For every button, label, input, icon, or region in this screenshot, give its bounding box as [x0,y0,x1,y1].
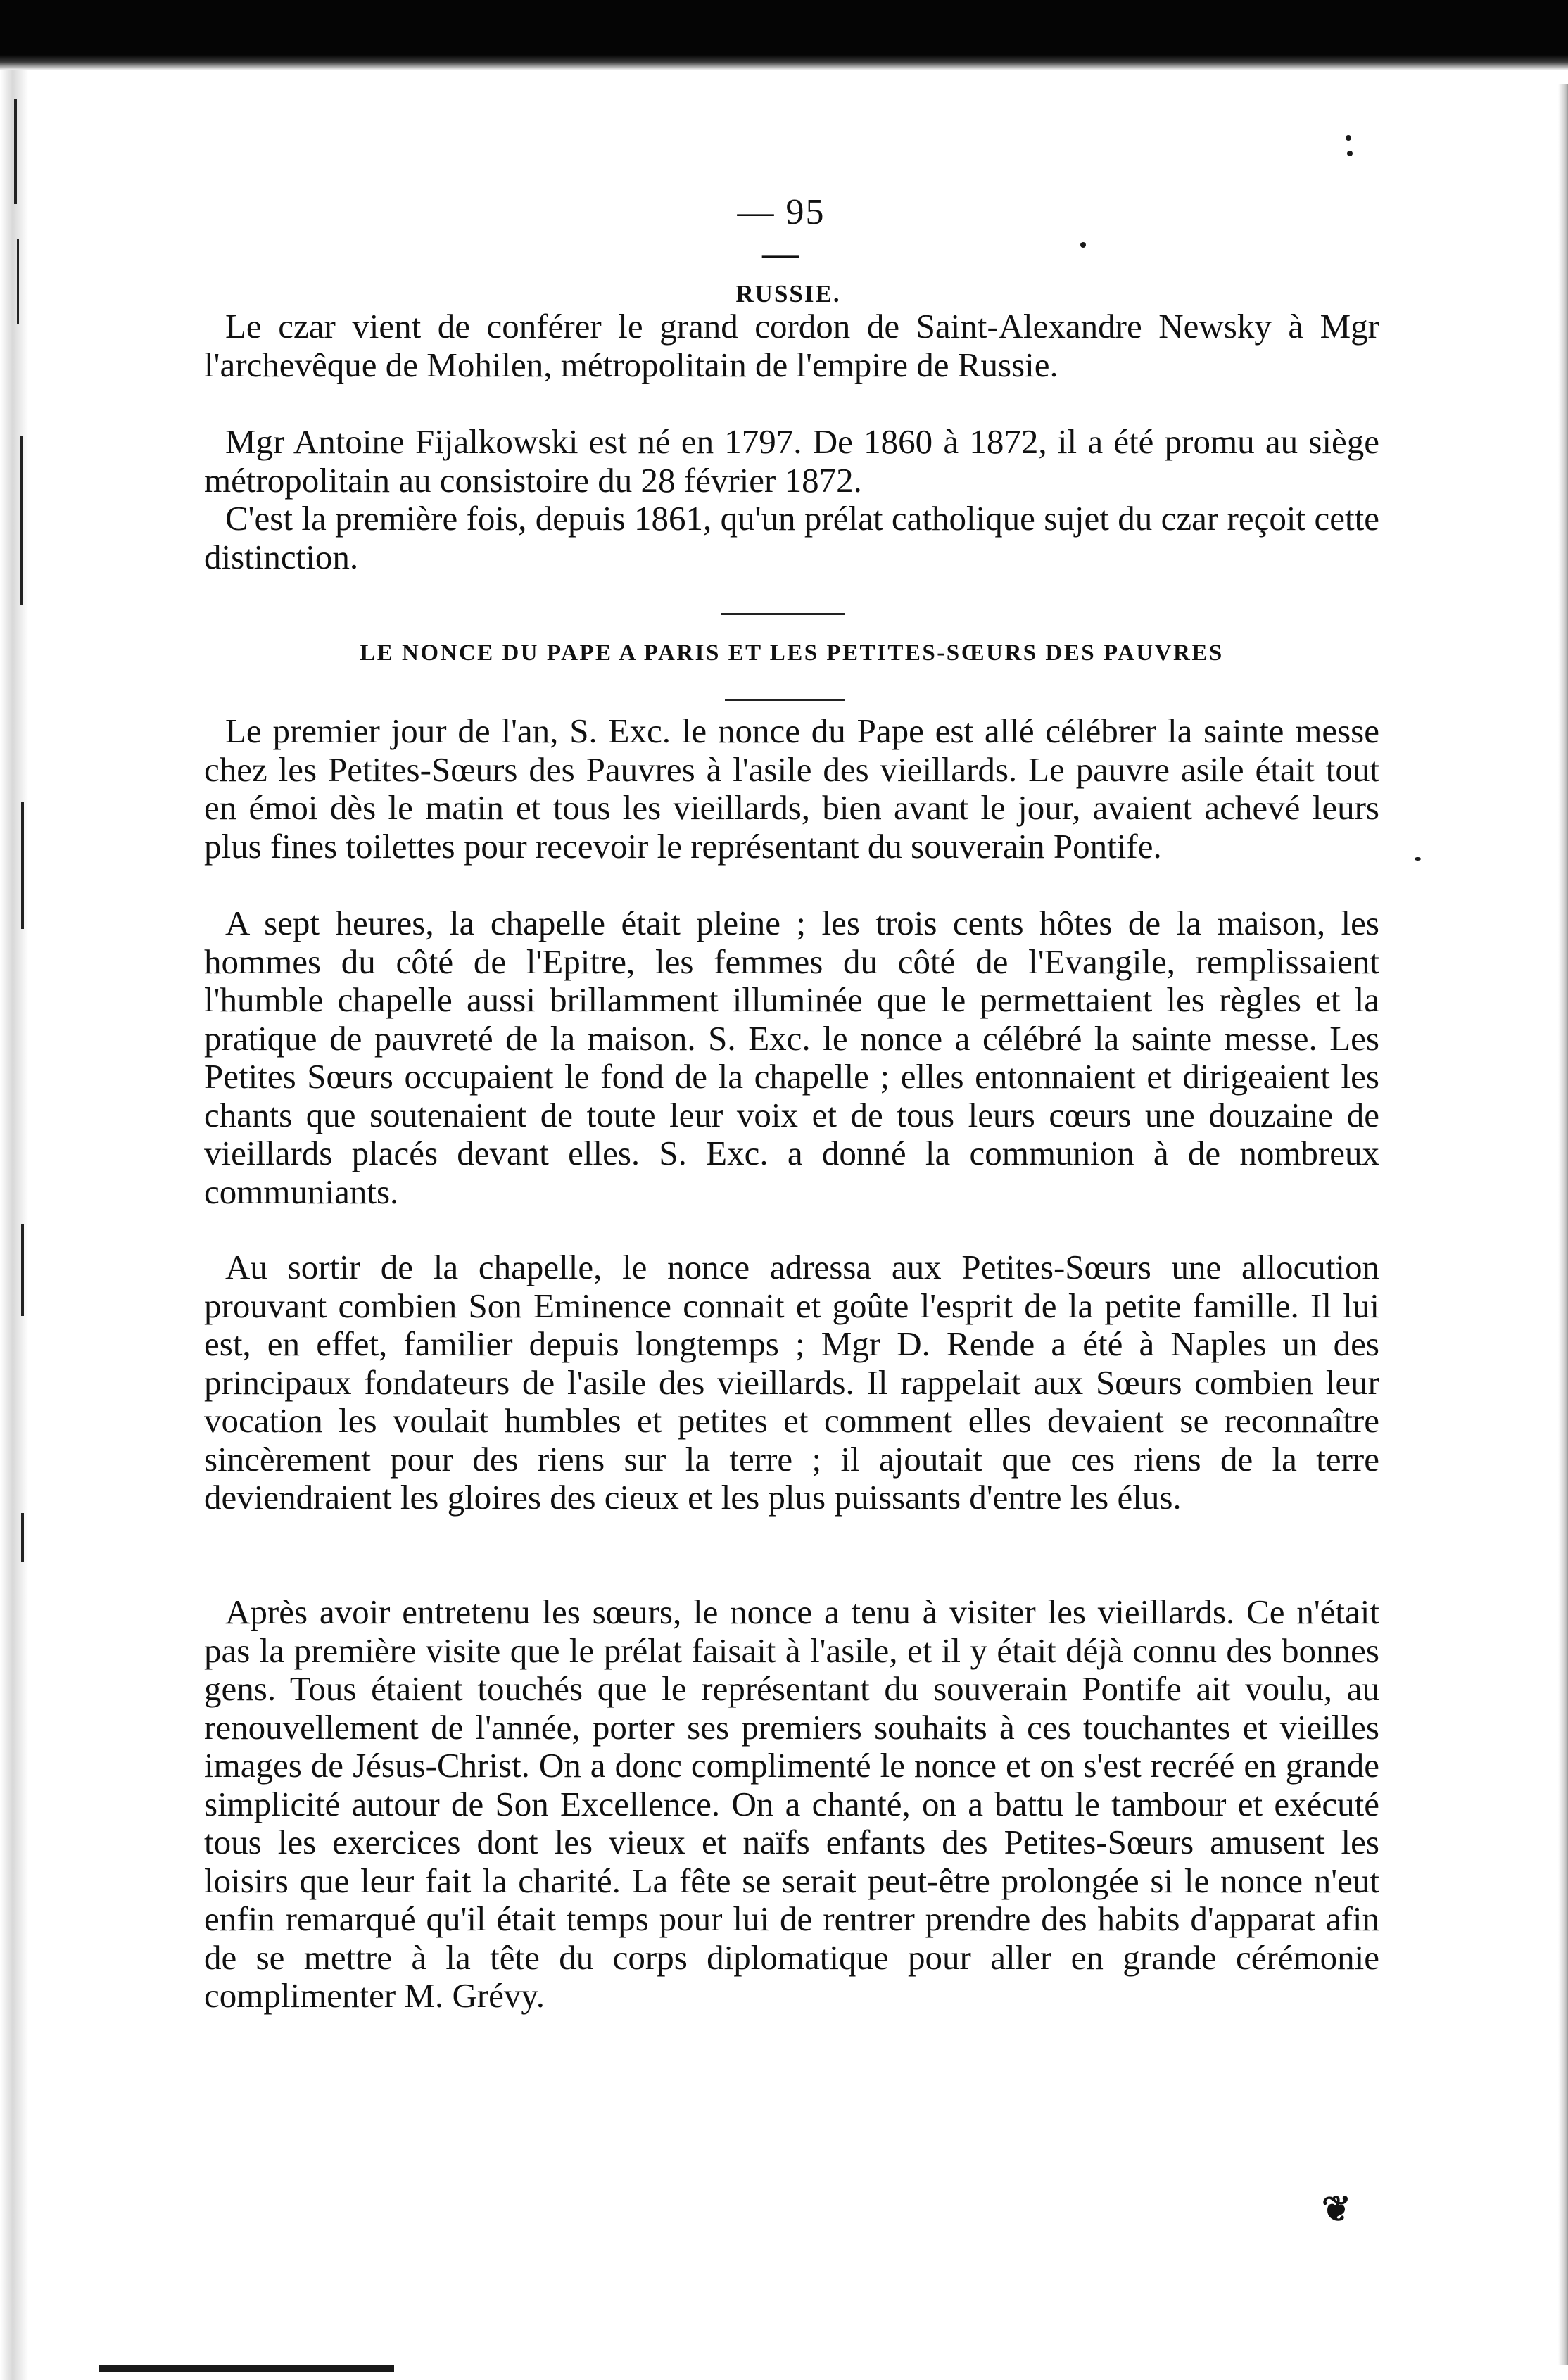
scan-speck [1346,135,1351,141]
scan-edge-mark [17,239,19,324]
section-label: RUSSIE. [735,280,841,308]
paragraph: C'est la première fois, depuis 1861, qu'un prélat catholique sujet du czar reçoit cette distinction. [204,499,1379,576]
paragraph: Mgr Antoine Fijalkowski est né en 1797. De 1860 à 1872, il a été promu au siège métropolitain au consistoire du 28 février 1872. [204,422,1379,500]
scan-edge-mark [14,99,17,204]
page-number: — 95 — [737,192,826,274]
scan-left-edge [0,70,28,2380]
scan-top-band [0,0,1568,70]
paragraph: Le czar vient de conférer le grand cordon de Saint-Alexandre Newsky à Mgr l'archevêque de Mohilen, métropolitain de l'empire de Russie. [204,307,1379,384]
paragraph: Après avoir entretenu les sœurs, le nonce a tenu à visiter les vieillards. Ce n'était pas la première visite que le prélat faisait à l'asile, et il y était déjà connu des bonnes gens. Tous étaient touchés que le représentant du souverain Pontife ait voulu, au renouvellement de l'année, porter ses premiers souhaits à ces touchantes et vieilles images de Jésus-Christ. On a donc complimenté le nonce et on s'est recréé en grande simplicité autour de Son Excellence. On a chanté, on a battu le tambour et exécuté tous les exercices dont les vieux et naïfs enfants des Petites-Sœurs amusent les loisirs que leur fait la charité. La fête se serait peut-être prolongée si le nonce n'eut enfin remarqué qu'il était temps pour lui de rentrer prendre des habits d'apparat afin de se mettre à la tête du corps diplomatique pour aller en grande cérémonie complimenter M. Grévy. [204,1593,1379,2015]
scan-edge-mark [21,1224,24,1316]
paragraph: A sept heures, la chapelle était pleine ; les trois cents hôtes de la maison, les hommes du côté de l'Epitre, les femmes du côté de l'Evangile, remplissaient l'humble chapelle aussi brillamment illuminée que le permettaient les règles et la pratique de pauvreté de la maison. S. Exc. le nonce a célébré la sainte messe. Les Petites Sœurs occupaient le fond de la chapelle ; elles entonnaient et dirigeaient les chants que soutenaient de toute leur voix et de tous leurs cœurs une douzaine de vieillards placés devant elles. S. Exc. a donné la communion à de nombreux communiants. [204,904,1379,1211]
scan-edge-mark [21,802,24,929]
scan-speck [1415,857,1421,861]
end-ornament: ❦ [1322,2189,1351,2229]
scan-edge-mark [21,1513,24,1562]
scan-edge-mark [20,436,23,605]
paragraph: Au sortir de la chapelle, le nonce adressa aux Petites-Sœurs une allocution prouvant combien Son Eminence connait et goûte l'esprit de la petite famille. Il lui est, en effet, familier depuis longtemps ; Mgr D. Rende a été à Naples un des principaux fondateurs de l'asile des vieillards. Il rappelait aux Sœurs combien leur vocation les voulait humbles et petites et comment elles devaient se reconnaître sincèrement pour des riens sur la terre ; il ajoutait que ces riens de la terre deviendraient les gloires des cieux et les plus puissants d'entre les élus. [204,1248,1379,1517]
article-heading: LE NONCE DU PAPE A PARIS ET LES PETITES-SŒURS DES PAUVRES [360,640,1224,666]
scan-bottom-bar [99,2365,394,2372]
scan-speck [1347,151,1353,156]
scan-right-edge [1558,84,1568,2365]
separator-rule [725,699,845,701]
separator-rule [721,613,845,615]
paragraph: Le premier jour de l'an, S. Exc. le nonce du Pape est allé célébrer la sainte messe chez les Petites-Sœurs des Pauvres à l'asile des vieillards. Le pauvre asile était tout en émoi dès le matin et tous les vieillards, bien avant le jour, avaient achevé leurs plus fines toilettes pour recevoir le représentant du souverain Pontife. [204,711,1379,866]
scan-speck [1080,242,1086,248]
